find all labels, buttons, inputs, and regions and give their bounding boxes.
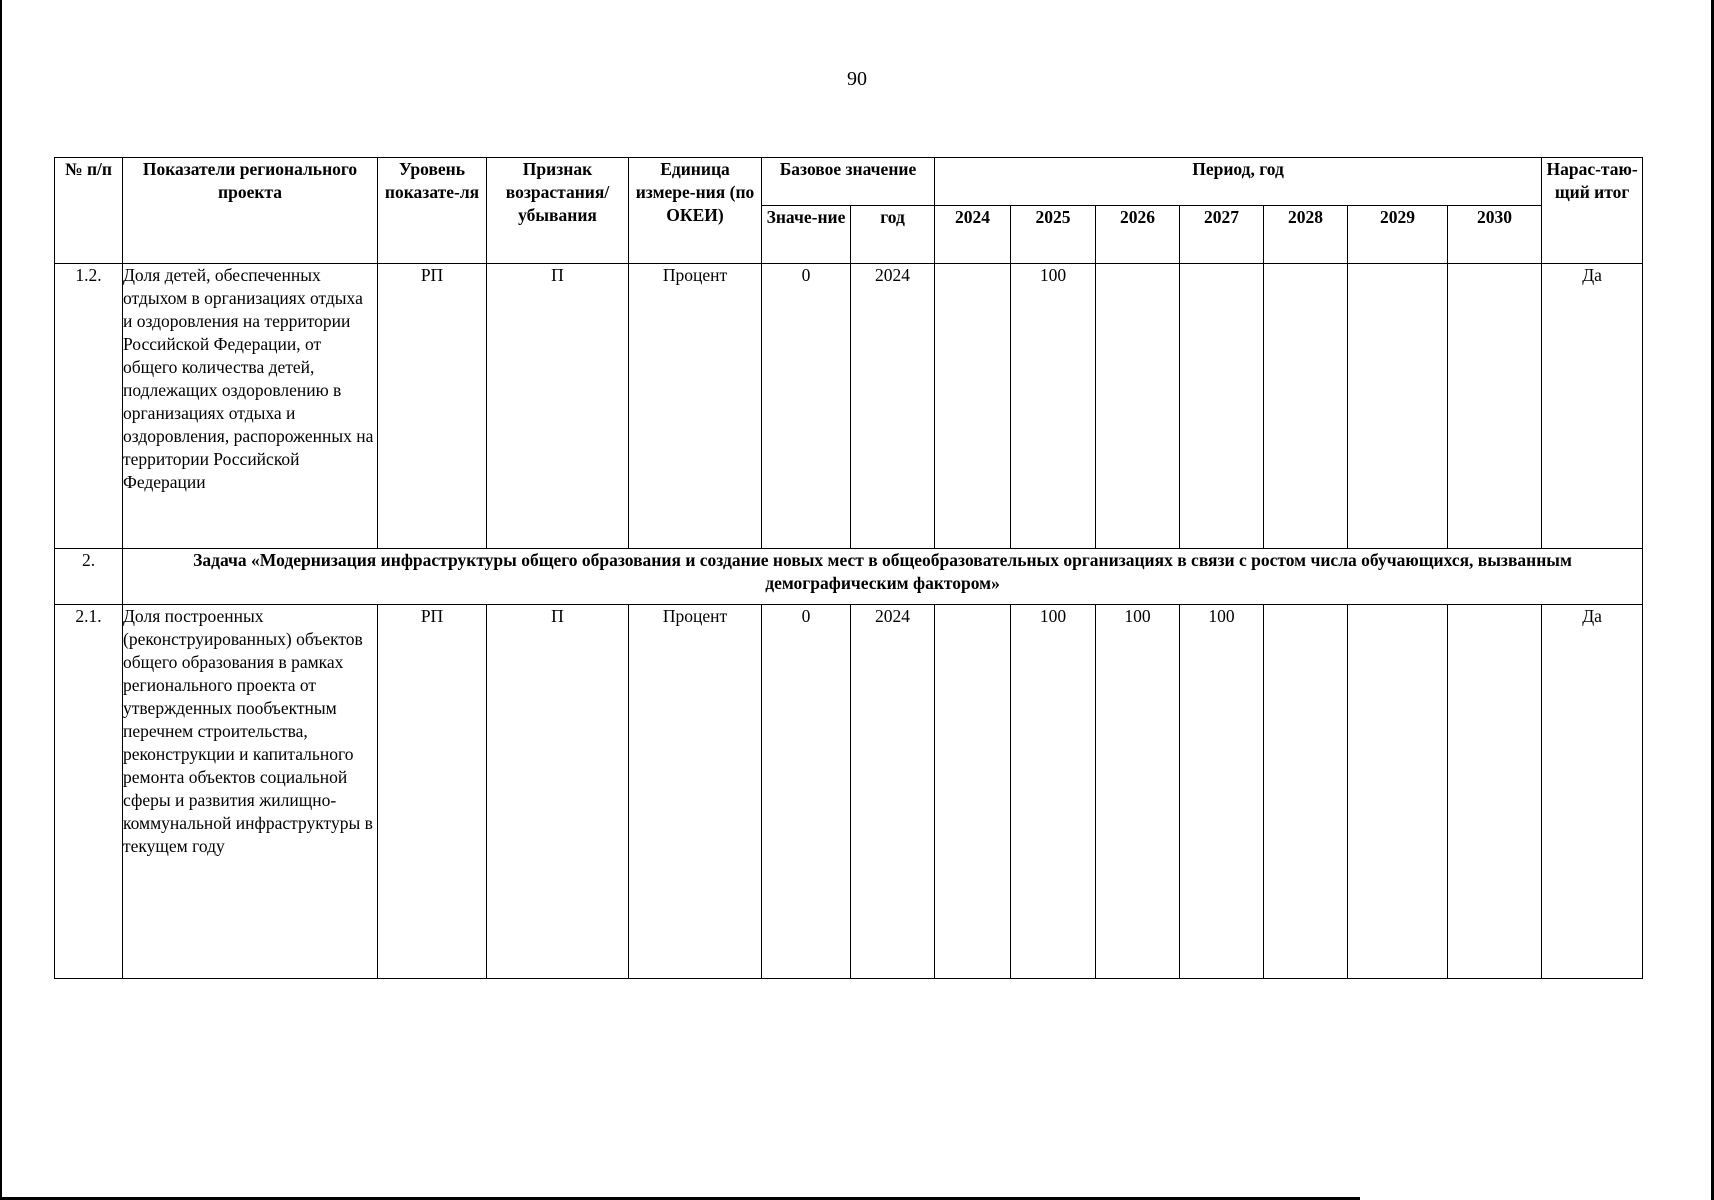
task-title: Задача «Модернизация инфраструктуры общего образования и создание новых мест в общеобразовательных организациях в связи с ростом числа обучающихся, вызванным демографическим фактором» [123,549,1643,605]
table-row [55,605,1643,979]
row-value-2024 [935,264,1011,549]
row-value-2030 [1448,264,1542,549]
row-base-year: 2024 [851,605,935,979]
row-value-2027 [1180,264,1264,549]
row-sign: П [487,264,629,549]
indicators-table [54,157,1643,979]
task-num: 2. [55,549,123,605]
row-indicator-name: Доля детей, обеспеченных отдыхом в организациях отдыха и оздоровления на территории Российской Федерации, от общего количества детей, подлежащих оздоровлению в организациях отдыха и оздоровления, распороженных на территории Российской Федерации [123,264,378,549]
header-indicator: Показатели регионального проекта [123,158,378,264]
header-year: 2024 [935,206,1011,264]
row-cumulative: Да [1542,605,1643,979]
row-num: 1.2. [55,264,123,549]
page-frame-left [0,0,2,1200]
header-year: 2026 [1096,206,1180,264]
row-value-2030 [1448,605,1542,979]
row-value-2026 [1096,264,1180,549]
row-unit: Процент [629,605,762,979]
row-value-2029 [1348,264,1448,549]
header-year: 2030 [1448,206,1542,264]
row-base-value: 0 [762,264,851,549]
row-value-2029 [1348,605,1448,979]
row-value-2028 [1264,264,1348,549]
header-year: 2027 [1180,206,1264,264]
header-num: № п/п [55,158,123,264]
task-row [55,549,1643,605]
row-level: РП [378,605,487,979]
row-indicator-name: Доля построенных (реконструированных) объектов общего образования в рамках регионального проекта от утвержденных пообъектным перечнем строительства, реконструкции и капитального ремонта объектов социальной сферы и развития жилищно-коммунальной инфраструктуры в текущем году [123,605,378,979]
header-base-year: год [851,206,935,264]
header-base-value: Значе-ние [762,206,851,264]
row-value-2025: 100 [1011,264,1096,549]
row-sign: П [487,605,629,979]
header-cumulative: Нарас-таю-щий итог [1542,158,1643,264]
page-number: 90 [847,68,867,90]
row-value-2026: 100 [1096,605,1180,979]
header-unit: Единица измере-ния (по ОКЕИ) [629,158,762,264]
table-row [55,264,1643,549]
row-value-2025: 100 [1011,605,1096,979]
row-cumulative: Да [1542,264,1643,549]
row-base-year: 2024 [851,264,935,549]
header-level: Уровень показате-ля [378,158,487,264]
header-year: 2025 [1011,206,1096,264]
row-base-value: 0 [762,605,851,979]
header-year: 2029 [1348,206,1448,264]
header-period: Период, год [935,158,1542,206]
header-sign: Признак возрастания/ убывания [487,158,629,264]
header-year: 2028 [1264,206,1348,264]
header-base: Базовое значение [762,158,935,206]
row-num: 2.1. [55,605,123,979]
header-row-1 [55,158,1643,206]
row-unit: Процент [629,264,762,549]
row-value-2024 [935,605,1011,979]
row-value-2027: 100 [1180,605,1264,979]
row-level: РП [378,264,487,549]
row-value-2028 [1264,605,1348,979]
